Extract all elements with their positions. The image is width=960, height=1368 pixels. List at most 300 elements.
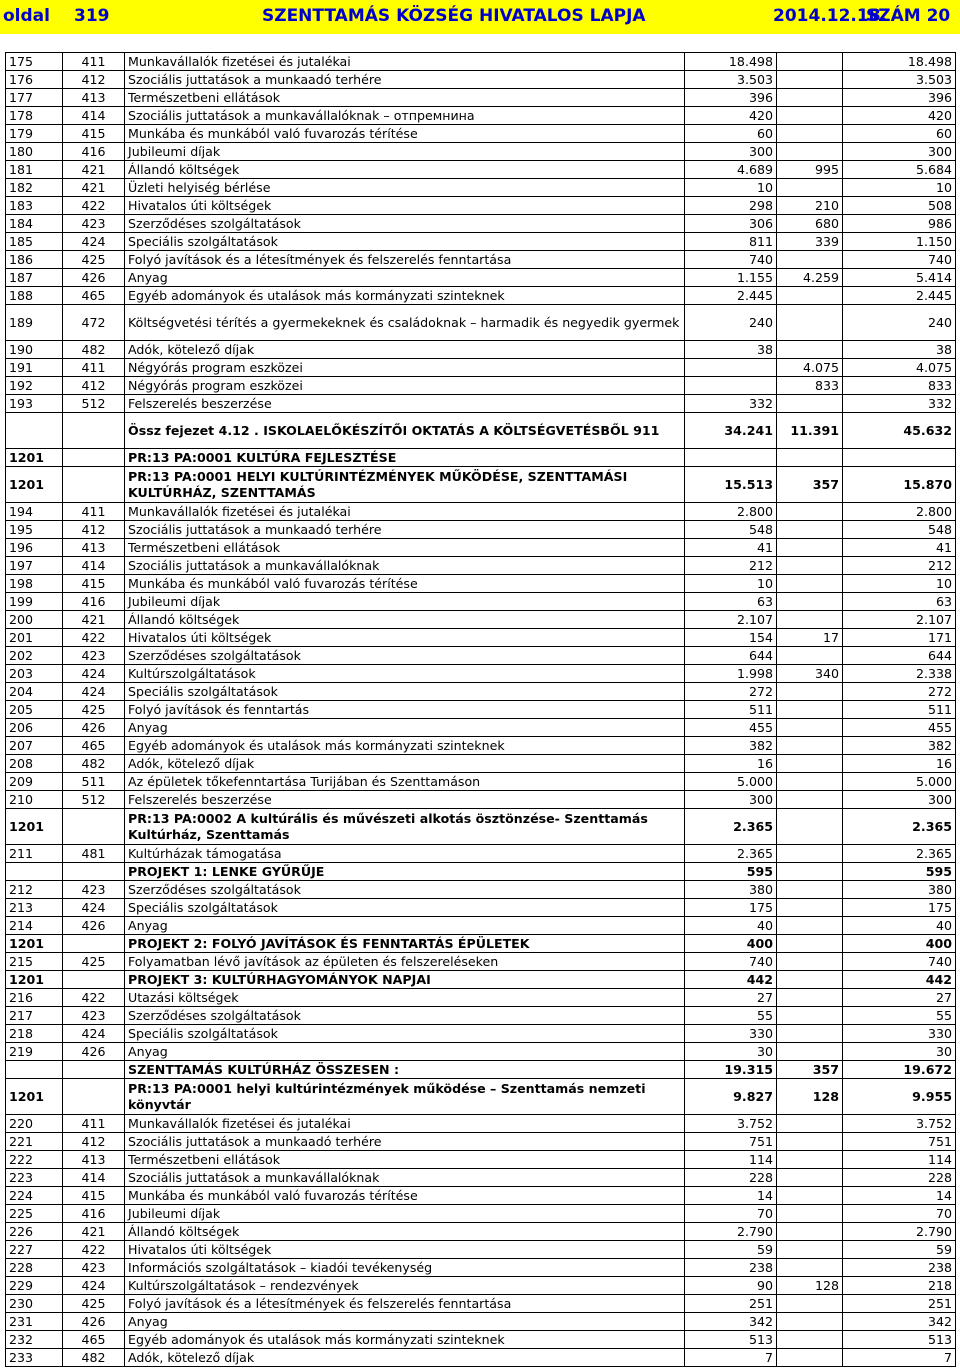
amount-total-cell: 2.790: [843, 1223, 956, 1241]
amount-a-cell: 40: [685, 917, 777, 935]
account-code-cell: 424: [63, 1277, 125, 1295]
row-number-cell: 223: [6, 1169, 63, 1187]
amount-a-cell: 30: [685, 1043, 777, 1061]
row-number-cell: 179: [6, 125, 63, 143]
account-code-cell: 422: [63, 1241, 125, 1259]
item-description-cell: Hivatalos úti költségek: [125, 1241, 685, 1259]
item-description-cell: Adók, kötelező díjak: [125, 1349, 685, 1367]
row-number-cell: 178: [6, 107, 63, 125]
amount-b-cell: [777, 701, 843, 719]
amount-b-cell: 357: [777, 467, 843, 503]
amount-b-cell: [777, 1295, 843, 1313]
row-number-cell: 208: [6, 755, 63, 773]
table-row: [6, 1025, 956, 1043]
item-description-cell: Munkavállalók fizetései és jutalékai: [125, 1115, 685, 1133]
amount-a-cell: 27: [685, 989, 777, 1007]
amount-total-cell: 251: [843, 1295, 956, 1313]
account-code-cell: 411: [63, 53, 125, 71]
amount-total-cell: 63: [843, 593, 956, 611]
row-number-cell: 217: [6, 1007, 63, 1025]
amount-a-cell: 2.790: [685, 1223, 777, 1241]
row-number-cell: 214: [6, 917, 63, 935]
table-row: [6, 1313, 956, 1331]
table-row: [6, 845, 956, 863]
amount-b-cell: 339: [777, 233, 843, 251]
table-row: [6, 53, 956, 71]
amount-total-cell: 3.752: [843, 1115, 956, 1133]
table-row: [6, 1223, 956, 1241]
amount-a-cell: 38: [685, 341, 777, 359]
account-code-cell: 413: [63, 1151, 125, 1169]
row-number-cell: 218: [6, 1025, 63, 1043]
table-row: [6, 1061, 956, 1079]
row-number-cell: 182: [6, 179, 63, 197]
amount-b-cell: 833: [777, 377, 843, 395]
header-issue-number: SZÁM 20: [866, 6, 951, 26]
table-row: [6, 197, 956, 215]
amount-a-cell: 1.998: [685, 665, 777, 683]
amount-a-cell: 306: [685, 215, 777, 233]
amount-b-cell: 4.075: [777, 359, 843, 377]
amount-b-cell: 11.391: [777, 413, 843, 449]
row-number-cell: 225: [6, 1205, 63, 1223]
row-number-cell: [6, 1061, 63, 1079]
row-number-cell: 184: [6, 215, 63, 233]
row-number-cell: 233: [6, 1349, 63, 1367]
amount-total-cell: 1.150: [843, 233, 956, 251]
table-row: [6, 863, 956, 881]
amount-a-cell: 380: [685, 881, 777, 899]
row-number-cell: 1201: [6, 1079, 63, 1115]
row-number-cell: 1201: [6, 935, 63, 953]
amount-b-cell: [777, 557, 843, 575]
amount-a-cell: 751: [685, 1133, 777, 1151]
table-row: [6, 377, 956, 395]
amount-total-cell: 548: [843, 521, 956, 539]
amount-b-cell: [777, 521, 843, 539]
amount-a-cell: 548: [685, 521, 777, 539]
item-description-cell: Munkába és munkából való fuvarozás térítése: [125, 575, 685, 593]
account-code-cell: [63, 935, 125, 953]
amount-b-cell: [777, 683, 843, 701]
table-row: [6, 593, 956, 611]
amount-a-cell: 300: [685, 791, 777, 809]
item-description-cell: PROJEKT 3: KULTÚRHAGYOMÁNYOK NAPJAI: [125, 971, 685, 989]
amount-total-cell: 2.365: [843, 845, 956, 863]
account-code-cell: [63, 1079, 125, 1115]
item-description-cell: Folyó javítások és a létesítmények és felszerelés fenntartása: [125, 1295, 685, 1313]
row-number-cell: 229: [6, 1277, 63, 1295]
amount-a-cell: 10: [685, 179, 777, 197]
amount-total-cell: 114: [843, 1151, 956, 1169]
amount-b-cell: [777, 305, 843, 341]
row-number-cell: 194: [6, 503, 63, 521]
amount-a-cell: 2.107: [685, 611, 777, 629]
row-number-cell: 195: [6, 521, 63, 539]
account-code-cell: 425: [63, 701, 125, 719]
amount-total-cell: 19.672: [843, 1061, 956, 1079]
account-code-cell: 472: [63, 305, 125, 341]
amount-a-cell: 55: [685, 1007, 777, 1025]
table-row: [6, 1169, 956, 1187]
row-number-cell: 189: [6, 305, 63, 341]
header-date: 2014.12.18.: [773, 6, 888, 26]
amount-a-cell: 15.513: [685, 467, 777, 503]
item-description-cell: Munkavállalók fizetései és jutalékai: [125, 53, 685, 71]
account-code-cell: 424: [63, 1025, 125, 1043]
amount-b-cell: [777, 1313, 843, 1331]
item-description-cell: PR:13 PA:0001 helyi kultúrintézmények működése – Szenttamás nemzeti könyvtár: [125, 1079, 685, 1115]
account-code-cell: 425: [63, 953, 125, 971]
item-description-cell: Szociális juttatások a munkavállalóknak: [125, 557, 685, 575]
amount-b-cell: [777, 863, 843, 881]
row-number-cell: 206: [6, 719, 63, 737]
amount-total-cell: 511: [843, 701, 956, 719]
amount-total-cell: 175: [843, 899, 956, 917]
table-row: [6, 629, 956, 647]
account-code-cell: 412: [63, 521, 125, 539]
item-description-cell: PROJEKT 1: LENKE GYŰRŰJE: [125, 863, 685, 881]
amount-a-cell: 400: [685, 935, 777, 953]
row-number-cell: 215: [6, 953, 63, 971]
amount-total-cell: 442: [843, 971, 956, 989]
amount-a-cell: 63: [685, 593, 777, 611]
amount-total-cell: 513: [843, 1331, 956, 1349]
table-row: [6, 737, 956, 755]
amount-a-cell: 455: [685, 719, 777, 737]
amount-total-cell: 60: [843, 125, 956, 143]
account-code-cell: 422: [63, 629, 125, 647]
item-description-cell: Folyó javítások és fenntartás: [125, 701, 685, 719]
account-code-cell: [63, 413, 125, 449]
table-row: [6, 503, 956, 521]
table-row: [6, 395, 956, 413]
account-code-cell: 423: [63, 1007, 125, 1025]
row-number-cell: [6, 863, 63, 881]
amount-a-cell: 228: [685, 1169, 777, 1187]
amount-total-cell: 240: [843, 305, 956, 341]
amount-a-cell: 3.752: [685, 1115, 777, 1133]
table-row: [6, 611, 956, 629]
item-description-cell: Állandó költségek: [125, 161, 685, 179]
amount-b-cell: [777, 1043, 843, 1061]
amount-total-cell: 332: [843, 395, 956, 413]
item-description-cell: Anyag: [125, 1313, 685, 1331]
table-row: [6, 305, 956, 341]
account-code-cell: 415: [63, 125, 125, 143]
item-description-cell: Speciális szolgáltatások: [125, 1025, 685, 1043]
amount-b-cell: [777, 1007, 843, 1025]
table-row: [6, 1151, 956, 1169]
amount-a-cell: 644: [685, 647, 777, 665]
table-row: [6, 773, 956, 791]
item-description-cell: Egyéb adományok és utalások más kormányzati szinteknek: [125, 737, 685, 755]
table-row: [6, 989, 956, 1007]
row-number-cell: 204: [6, 683, 63, 701]
row-number-cell: [6, 413, 63, 449]
row-number-cell: 231: [6, 1313, 63, 1331]
amount-total-cell: 238: [843, 1259, 956, 1277]
table-row: [6, 1295, 956, 1313]
table-row: [6, 899, 956, 917]
account-code-cell: 411: [63, 1115, 125, 1133]
row-number-cell: 191: [6, 359, 63, 377]
table-row: [6, 287, 956, 305]
amount-total-cell: 382: [843, 737, 956, 755]
table-row: [6, 917, 956, 935]
amount-a-cell: 240: [685, 305, 777, 341]
item-description-cell: Utazási költségek: [125, 989, 685, 1007]
amount-a-cell: 811: [685, 233, 777, 251]
amount-a-cell: 212: [685, 557, 777, 575]
amount-total-cell: 986: [843, 215, 956, 233]
item-description-cell: Természetbeni ellátások: [125, 1151, 685, 1169]
amount-total-cell: 18.498: [843, 53, 956, 71]
row-number-cell: 219: [6, 1043, 63, 1061]
table-row: [6, 575, 956, 593]
row-number-cell: 224: [6, 1187, 63, 1205]
row-number-cell: 175: [6, 53, 63, 71]
amount-a-cell: 41: [685, 539, 777, 557]
row-number-cell: 203: [6, 665, 63, 683]
item-description-cell: Szerződéses szolgáltatások: [125, 215, 685, 233]
account-code-cell: 511: [63, 773, 125, 791]
account-code-cell: 415: [63, 575, 125, 593]
amount-total-cell: 2.800: [843, 503, 956, 521]
item-description-cell: Hivatalos úti költségek: [125, 197, 685, 215]
row-number-cell: 201: [6, 629, 63, 647]
table-row: [6, 971, 956, 989]
amount-b-cell: [777, 125, 843, 143]
item-description-cell: Egyéb adományok és utalások más kormányzati szinteknek: [125, 1331, 685, 1349]
table-row: [6, 233, 956, 251]
row-number-cell: 205: [6, 701, 63, 719]
amount-a-cell: 114: [685, 1151, 777, 1169]
item-description-cell: Szerződéses szolgáltatások: [125, 881, 685, 899]
amount-a-cell: 34.241: [685, 413, 777, 449]
amount-b-cell: [777, 143, 843, 161]
amount-b-cell: [777, 575, 843, 593]
amount-b-cell: [777, 107, 843, 125]
row-number-cell: 211: [6, 845, 63, 863]
account-code-cell: 465: [63, 287, 125, 305]
item-description-cell: Négyórás program eszközei: [125, 377, 685, 395]
row-number-cell: 216: [6, 989, 63, 1007]
amount-a-cell: 298: [685, 197, 777, 215]
amount-a-cell: 2.800: [685, 503, 777, 521]
amount-b-cell: 210: [777, 197, 843, 215]
item-description-cell: Szociális juttatások a munkavállalóknak: [125, 1169, 685, 1187]
amount-b-cell: [777, 989, 843, 1007]
amount-b-cell: [777, 1169, 843, 1187]
account-code-cell: 482: [63, 341, 125, 359]
item-description-cell: Költségvetési térítés a gyermekeknek és családoknak – harmadik és negyedik gyermek: [125, 305, 685, 341]
account-code-cell: 421: [63, 161, 125, 179]
amount-b-cell: [777, 611, 843, 629]
item-description-cell: Jubileumi díjak: [125, 143, 685, 161]
row-number-cell: 176: [6, 71, 63, 89]
amount-b-cell: 128: [777, 1079, 843, 1115]
row-number-cell: 199: [6, 593, 63, 611]
amount-total-cell: 27: [843, 989, 956, 1007]
table-row: [6, 1187, 956, 1205]
amount-a-cell: 19.315: [685, 1061, 777, 1079]
row-number-cell: 222: [6, 1151, 63, 1169]
row-number-cell: 226: [6, 1223, 63, 1241]
row-number-cell: 186: [6, 251, 63, 269]
item-description-cell: Négyórás program eszközei: [125, 359, 685, 377]
table-row: [6, 683, 956, 701]
amount-b-cell: [777, 791, 843, 809]
account-code-cell: 423: [63, 1259, 125, 1277]
table-row: [6, 467, 956, 503]
amount-a-cell: 10: [685, 575, 777, 593]
amount-total-cell: 330: [843, 1025, 956, 1043]
table-row: [6, 665, 956, 683]
budget-table-body: [6, 53, 956, 1367]
amount-b-cell: 4.259: [777, 269, 843, 287]
amount-total-cell: 751: [843, 1133, 956, 1151]
row-number-cell: 209: [6, 773, 63, 791]
amount-total-cell: 2.107: [843, 611, 956, 629]
amount-b-cell: [777, 1259, 843, 1277]
table-row: [6, 1133, 956, 1151]
amount-b-cell: [777, 1133, 843, 1151]
amount-total-cell: 59: [843, 1241, 956, 1259]
amount-total-cell: 400: [843, 935, 956, 953]
amount-b-cell: [777, 341, 843, 359]
amount-b-cell: [777, 593, 843, 611]
amount-b-cell: [777, 755, 843, 773]
amount-a-cell: 9.827: [685, 1079, 777, 1115]
amount-total-cell: 740: [843, 953, 956, 971]
account-code-cell: 424: [63, 899, 125, 917]
table-row: [6, 107, 956, 125]
account-code-cell: 411: [63, 503, 125, 521]
table-row: [6, 143, 956, 161]
account-code-cell: [63, 809, 125, 845]
table-row: [6, 413, 956, 449]
budget-table: [5, 52, 956, 1367]
item-description-cell: Szociális juttatások a munkaadó terhére: [125, 1133, 685, 1151]
account-code-cell: 416: [63, 593, 125, 611]
account-code-cell: 414: [63, 107, 125, 125]
item-description-cell: PR:13 PA:0002 A kultúrális és művészeti alkotás ösztönzése- Szenttamás Kultúrház, Szenttamás: [125, 809, 685, 845]
item-description-cell: Anyag: [125, 719, 685, 737]
amount-a-cell: 90: [685, 1277, 777, 1295]
row-number-cell: 220: [6, 1115, 63, 1133]
row-number-cell: 210: [6, 791, 63, 809]
account-code-cell: 422: [63, 197, 125, 215]
amount-total-cell: 272: [843, 683, 956, 701]
amount-b-cell: 17: [777, 629, 843, 647]
amount-total-cell: 2.365: [843, 809, 956, 845]
amount-a-cell: 330: [685, 1025, 777, 1043]
account-code-cell: 414: [63, 1169, 125, 1187]
amount-a-cell: 300: [685, 143, 777, 161]
row-number-cell: 181: [6, 161, 63, 179]
table-row: [6, 1007, 956, 1025]
amount-b-cell: 995: [777, 161, 843, 179]
amount-total-cell: 45.632: [843, 413, 956, 449]
account-code-cell: 426: [63, 917, 125, 935]
account-code-cell: 413: [63, 89, 125, 107]
amount-total-cell: 2.445: [843, 287, 956, 305]
table-row: [6, 647, 956, 665]
item-description-cell: Össz fejezet 4.12 . ISKOLAELŐKÉSZÍTŐI OKTATÁS A KÖLTSÉGVETÉSBŐL 911: [125, 413, 685, 449]
account-code-cell: 424: [63, 233, 125, 251]
account-code-cell: 465: [63, 737, 125, 755]
amount-total-cell: 7: [843, 1349, 956, 1367]
item-description-cell: Munkába és munkából való fuvarozás térítése: [125, 125, 685, 143]
table-row: [6, 881, 956, 899]
amount-total-cell: 4.075: [843, 359, 956, 377]
account-code-cell: 415: [63, 1187, 125, 1205]
table-row: [6, 215, 956, 233]
table-row: [6, 341, 956, 359]
table-row: [6, 1349, 956, 1367]
account-code-cell: 421: [63, 611, 125, 629]
amount-b-cell: [777, 1151, 843, 1169]
amount-total-cell: 300: [843, 791, 956, 809]
row-number-cell: 1201: [6, 809, 63, 845]
item-description-cell: Szociális juttatások a munkaadó terhére: [125, 71, 685, 89]
table-row: [6, 251, 956, 269]
amount-total-cell: 3.503: [843, 71, 956, 89]
item-description-cell: SZENTTAMÁS KULTÚRHÁZ ÖSSZESEN :: [125, 1061, 685, 1079]
amount-b-cell: [777, 1349, 843, 1367]
item-description-cell: Szerződéses szolgáltatások: [125, 647, 685, 665]
account-code-cell: 426: [63, 719, 125, 737]
account-code-cell: 512: [63, 395, 125, 413]
amount-a-cell: 5.000: [685, 773, 777, 791]
item-description-cell: PR:13 PA:0001 KULTÚRA FEJLESZTÉSE: [125, 449, 685, 467]
row-number-cell: 207: [6, 737, 63, 755]
row-number-cell: 188: [6, 287, 63, 305]
row-number-cell: 232: [6, 1331, 63, 1349]
account-code-cell: 412: [63, 1133, 125, 1151]
item-description-cell: Kultúrházak támogatása: [125, 845, 685, 863]
row-number-cell: 193: [6, 395, 63, 413]
item-description-cell: Szerződéses szolgáltatások: [125, 1007, 685, 1025]
amount-a-cell: 238: [685, 1259, 777, 1277]
amount-b-cell: [777, 917, 843, 935]
amount-total-cell: [843, 449, 956, 467]
item-description-cell: Állandó költségek: [125, 611, 685, 629]
account-code-cell: 423: [63, 647, 125, 665]
amount-b-cell: [777, 971, 843, 989]
account-code-cell: 465: [63, 1331, 125, 1349]
item-description-cell: Felszerelés beszerzése: [125, 791, 685, 809]
item-description-cell: Anyag: [125, 917, 685, 935]
amount-a-cell: 16: [685, 755, 777, 773]
table-row: [6, 521, 956, 539]
row-number-cell: 230: [6, 1295, 63, 1313]
amount-b-cell: [777, 809, 843, 845]
amount-b-cell: [777, 449, 843, 467]
amount-total-cell: 300: [843, 143, 956, 161]
item-description-cell: Természetbeni ellátások: [125, 539, 685, 557]
amount-a-cell: [685, 359, 777, 377]
item-description-cell: Hivatalos úti költségek: [125, 629, 685, 647]
item-description-cell: Jubileumi díjak: [125, 1205, 685, 1223]
page-header: [0, 0, 960, 34]
row-number-cell: 221: [6, 1133, 63, 1151]
amount-b-cell: 357: [777, 1061, 843, 1079]
amount-a-cell: 595: [685, 863, 777, 881]
row-number-cell: 228: [6, 1259, 63, 1277]
amount-b-cell: [777, 1187, 843, 1205]
